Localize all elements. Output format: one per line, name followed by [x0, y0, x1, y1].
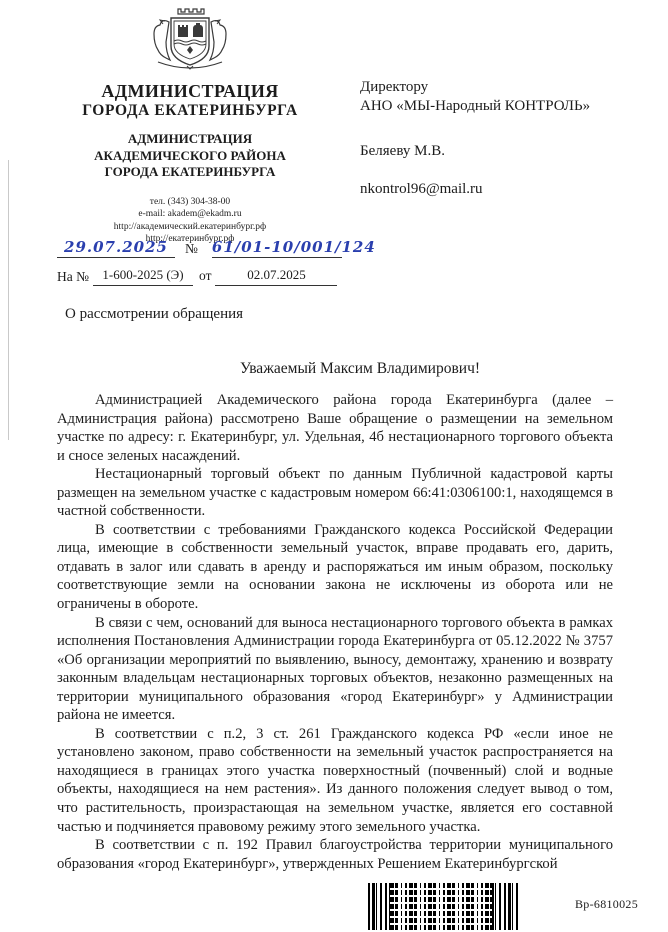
- body-paragraph: В соответствии с п.2, 3 ст. 261 Гражданского кодекса РФ «если иное не установлено законом, право собственности на земельный участок распространяется на находящиеся в границах этого участка поверхностный (почвенный) слой и водные объекты, находящиеся на нем растения». Из данного положения следует вывод о том, что растительность, произрастающая на земельном участке, является его составной частью и подчиняется правовому режиму этого земельного участка.: [57, 725, 613, 835]
- body-paragraph: В связи с чем, оснований для выноса нестационарного торгового объекта в рамках исполнения Постановления Администрации города Екатеринбурга от 05.12.2022 № 3757 «Об организации мероприятий по выявлению, выносу, демонтажу, хранению и возврату законным владельцам нестационарных торговых объектов, незаконно размещенных на территории муниципального образования «город Екатеринбург» у Администрации района не имеется.: [57, 614, 613, 724]
- incoming-ref-label: На №: [57, 269, 89, 284]
- outgoing-number-handwritten: 61/01-10/001/124: [211, 238, 376, 256]
- recipient-block: [360, 78, 640, 199]
- contact-website-city: http://екатеринбург.рф: [145, 234, 235, 244]
- number-sign: №: [185, 241, 198, 256]
- outgoing-date-handwritten: 29.07.2025: [57, 238, 175, 258]
- dept-name-line3: ГОРОДА ЕКАТЕРИНБУРГА: [104, 164, 276, 179]
- letter-body: [57, 391, 613, 873]
- recipient-email: nkontrol96@mail.ru: [360, 181, 483, 197]
- salutation: Уважаемый Максим Владимирович!: [239, 360, 481, 377]
- recipient-organization: АНО «МЫ-Народный КОНТРОЛЬ»: [360, 98, 591, 114]
- recipient-name: Беляеву М.В.: [360, 143, 445, 159]
- incoming-ref-number: 1-600-2025 (Э): [93, 267, 193, 286]
- body-paragraph: Нестационарный торговый объект по данным Публичной кадастровой карты размещен на земельном участке с кадастровым номером 66:41:0306100:1, находящемся в частной собственности.: [57, 466, 613, 520]
- subject-line: О рассмотрении обращения: [65, 306, 244, 322]
- stacked-barcode-icon: [368, 883, 520, 930]
- recipient-position: Директору: [360, 79, 429, 95]
- body-paragraph: Администрацией Академического района города Екатеринбурга (далее – Администрация района) рассмотрено Ваше обращение о размещении на земельном участке по адресу: г. Екатеринбург, ул. Удельная, 4б нестационарного торгового объекта и сносе зеленых насаждений.: [57, 392, 613, 464]
- org-name-line1: АДМИНИСТРАЦИЯ: [101, 81, 279, 101]
- document-code: Вр-6810025: [575, 897, 638, 911]
- body-paragraph: В соответствии с п. 192 Правил благоустройства территории муниципального образования «город Екатеринбург», утвержденных Решением Екатеринбургской: [57, 837, 613, 872]
- incoming-ref-date: 02.07.2025: [215, 267, 337, 286]
- reference-block: [57, 238, 376, 286]
- contact-email: e-mail: akadem@ekadm.ru: [138, 209, 242, 219]
- dept-name-line2: АКАДЕМИЧЕСКОГО РАЙОНА: [94, 147, 286, 163]
- coat-of-arms-icon: [138, 6, 242, 77]
- dept-name-line1: АДМИНИСТРАЦИЯ: [127, 131, 253, 146]
- contact-website-district: http://академический.екатеринбург.рф: [113, 221, 267, 232]
- org-name-line2: ГОРОДА ЕКАТЕРИНБУРГА: [82, 102, 298, 119]
- incoming-from-label: от: [199, 268, 212, 283]
- letterhead: [38, 6, 342, 246]
- body-paragraph: В соответствии с требованиями Гражданского кодекса Российской Федерации лица, имеющие в собственности земельный участок, вправе продавать его, дарить, отдавать в залог или сдавать в аренду и распоряжаться им иным образом, поскольку соответствующие земли на основании закона не исключены из оборота или не ограничены в обороте.: [57, 521, 613, 613]
- scan-artifact-line: [8, 160, 9, 440]
- contact-phone: тел. (343) 304-38-00: [149, 196, 231, 207]
